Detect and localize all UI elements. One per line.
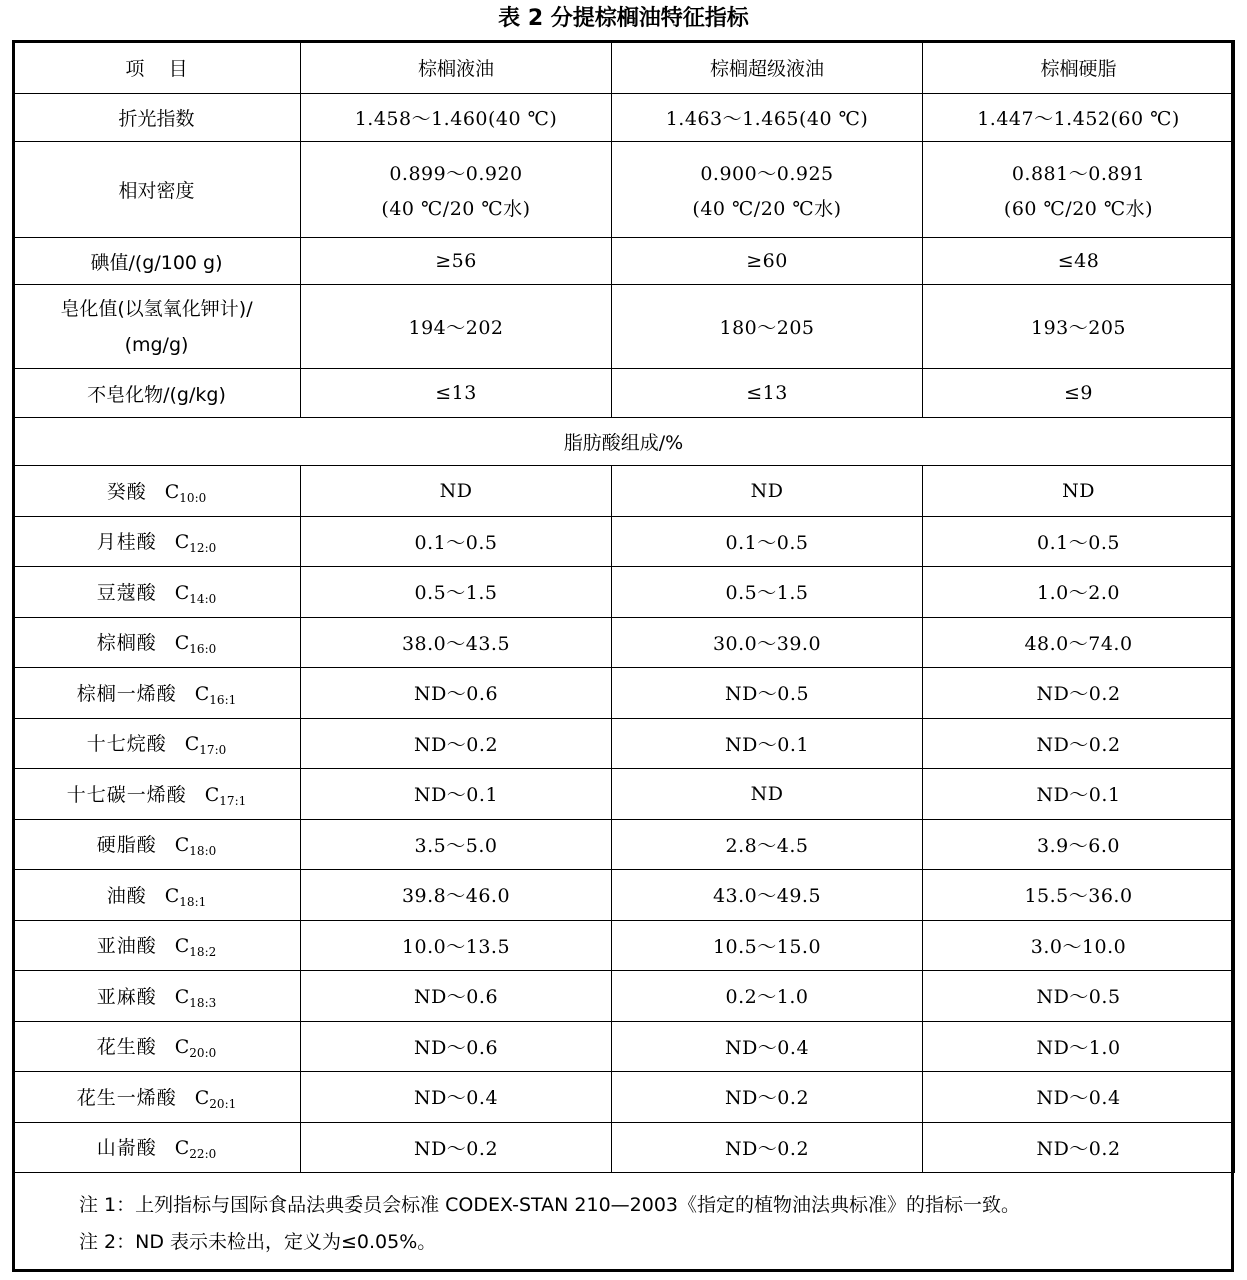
cell-value: ND～0.1 [612, 718, 923, 769]
fatty-acid-formula [174, 531, 217, 556]
table-row [13, 238, 1235, 285]
label-line-2: (mg/g) [124, 333, 189, 356]
fatty-acid-label [13, 466, 301, 517]
table-row [13, 1021, 1235, 1072]
cell-value: 1.0～2.0 [923, 567, 1235, 618]
cell-value: ND～0.5 [923, 971, 1235, 1022]
fatty-acid-name: 豆蔻酸 [96, 581, 157, 604]
formula-subscript: 18:0 [189, 844, 217, 859]
table-row [13, 369, 1235, 418]
note-2: 注 2：ND 表示未检出，定义为≤0.05%。 [79, 1231, 437, 1253]
cell-value: 3.5～5.0 [301, 819, 612, 870]
table-row [13, 142, 1235, 238]
formula-subscript: 17:0 [199, 743, 227, 758]
formula-letter: C [174, 581, 190, 604]
fatty-acid-name: 十七碳一烯酸 [66, 783, 187, 806]
header-palm-superolein: 棕榈超级液油 [612, 41, 923, 94]
cell-value: 194～202 [301, 285, 612, 369]
formula-letter: C [174, 632, 190, 655]
fatty-acid-name: 花生一烯酸 [76, 1086, 177, 1109]
fatty-acid-name: 亚麻酸 [96, 985, 157, 1008]
cell-value: ND～1.0 [923, 1021, 1235, 1072]
cell-value [301, 142, 612, 238]
formula-letter: C [164, 884, 180, 907]
fatty-acid-name: 癸酸 [106, 480, 147, 503]
cell-value [612, 142, 923, 238]
table-row [13, 819, 1235, 870]
formula-letter: C [174, 1036, 190, 1059]
fatty-acid-name: 硬脂酸 [96, 834, 157, 857]
cell-value: ND [612, 769, 923, 820]
table-row [13, 617, 1235, 668]
table-row [13, 668, 1235, 719]
cell-value: 48.0～74.0 [923, 617, 1235, 668]
fatty-acid-name: 花生酸 [96, 1036, 157, 1059]
cell-value: ≥60 [612, 238, 923, 285]
value-line-2: (60 ℃/20 ℃水) [1003, 197, 1154, 220]
header-item: 项 目 [13, 41, 301, 94]
cell-value: 1.463～1.465(40 ℃) [612, 94, 923, 142]
fatty-acid-label [13, 617, 301, 668]
table-row [13, 718, 1235, 769]
table-row [13, 1072, 1235, 1123]
value-line-1: 0.881～0.891 [1011, 162, 1146, 185]
fatty-acid-formula [175, 986, 217, 1008]
label-line-1: 皂化值(以氢氧化钾计)/ [60, 297, 253, 320]
formula-subscript: 12:0 [189, 541, 217, 556]
formula-letter: C [174, 531, 190, 554]
cell-value: 1.458～1.460(40 ℃) [301, 94, 612, 142]
table-row [13, 466, 1235, 517]
section-row [13, 418, 1235, 466]
value-line-1: 0.899～0.920 [389, 162, 523, 185]
fatty-acid-label [13, 567, 301, 618]
formula-letter: C [174, 834, 190, 857]
fatty-acid-name: 月桂酸 [96, 531, 157, 554]
fatty-acid-label [13, 516, 301, 567]
cell-value: 193～205 [923, 285, 1235, 369]
fatty-acid-label [13, 870, 301, 921]
cell-value: 38.0～43.5 [301, 617, 612, 668]
formula-subscript: 10:0 [179, 490, 207, 505]
row-label: 相对密度 [13, 142, 301, 238]
fatty-acid-label [13, 668, 301, 719]
fatty-acid-formula [174, 632, 217, 657]
header-palm-olein: 棕榈液油 [301, 41, 612, 94]
fatty-acid-formula [174, 834, 217, 859]
cell-value: 39.8～46.0 [301, 870, 612, 921]
row-label: 碘值/(g/100 g) [13, 238, 301, 285]
formula-letter: C [174, 985, 190, 1008]
formula-subscript: 17:1 [219, 793, 247, 808]
cell-value: ND～0.1 [301, 769, 612, 820]
cell-value: ND～0.2 [923, 668, 1235, 719]
section-label: 脂肪酸组成/% [13, 418, 1235, 466]
formula-letter: C [164, 480, 180, 503]
cell-value: ≤13 [301, 369, 612, 418]
fatty-acid-label [13, 819, 301, 870]
value-line-2: (40 ℃/20 ℃水) [381, 197, 531, 220]
cell-value: ND～0.6 [301, 971, 612, 1022]
value-line-2: (40 ℃/20 ℃水) [692, 197, 842, 220]
cell-value: 180～205 [612, 285, 923, 369]
cell-value: ≤9 [923, 369, 1235, 418]
fatty-acid-formula [165, 481, 207, 503]
table-row [13, 971, 1235, 1022]
formula-subscript: 14:0 [189, 591, 217, 606]
cell-value: 0.5～1.5 [301, 567, 612, 618]
formula-subscript: 18:3 [189, 995, 217, 1010]
formula-subscript: 20:0 [189, 1046, 217, 1061]
cell-value: ND～0.2 [923, 1122, 1235, 1173]
cell-value: ND～0.4 [923, 1072, 1235, 1123]
cell-value: ND～0.5 [612, 668, 923, 719]
cell-value: ND～0.2 [301, 1122, 612, 1173]
formula-letter: C [204, 783, 220, 806]
fatty-acid-name: 棕榈酸 [96, 632, 157, 655]
formula-letter: C [194, 682, 210, 705]
table-row [13, 94, 1235, 142]
fatty-acid-formula [174, 1137, 217, 1162]
cell-value: 0.1～0.5 [923, 516, 1235, 567]
fatty-acid-name: 油酸 [106, 884, 147, 907]
fatty-acid-formula [195, 1087, 237, 1109]
header-row [13, 41, 1235, 94]
fatty-acid-label [13, 1072, 301, 1123]
fatty-acid-formula [195, 683, 237, 705]
fatty-acid-formula [174, 1036, 217, 1061]
cell-value: 10.0～13.5 [301, 920, 612, 971]
fatty-acid-name: 棕榈一烯酸 [76, 682, 177, 705]
formula-subscript: 16:0 [189, 642, 217, 657]
formula-subscript: 18:2 [189, 945, 217, 960]
table-row [13, 920, 1235, 971]
fatty-acid-label [13, 769, 301, 820]
cell-value: 0.1～0.5 [612, 516, 923, 567]
header-palm-stearin: 棕榈硬脂 [923, 41, 1235, 94]
cell-value: ND～0.4 [301, 1072, 612, 1123]
value-line-1: 0.900～0.925 [700, 162, 834, 185]
formula-letter: C [184, 733, 200, 756]
fatty-acid-label [13, 1122, 301, 1173]
cell-value: 43.0～49.5 [612, 870, 923, 921]
cell-value: 1.447～1.452(60 ℃) [923, 94, 1235, 142]
cell-value: ND～0.2 [612, 1122, 923, 1173]
formula-letter: C [174, 1137, 190, 1160]
cell-value [923, 142, 1235, 238]
cell-value: ND～0.1 [923, 769, 1235, 820]
cell-value: 2.8～4.5 [612, 819, 923, 870]
cell-value: ND [923, 466, 1235, 517]
fatty-acid-formula [174, 935, 217, 960]
cell-value: ≤48 [923, 238, 1235, 285]
cell-value: 0.1～0.5 [301, 516, 612, 567]
formula-letter: C [174, 935, 190, 958]
formula-subscript: 18:1 [179, 894, 207, 909]
table-notes [15, 1175, 1231, 1269]
formula-subscript: 22:0 [189, 1147, 217, 1162]
fatty-acid-name: 十七烷酸 [86, 733, 167, 756]
row-label: 不皂化物/(g/kg) [13, 369, 301, 418]
table-row [13, 567, 1235, 618]
cell-value: ND～0.2 [923, 718, 1235, 769]
cell-value: ≤13 [612, 369, 923, 418]
cell-value: ND～0.6 [301, 1021, 612, 1072]
row-label [13, 285, 301, 369]
fatty-acid-label [13, 1021, 301, 1072]
cell-value: 0.2～1.0 [612, 971, 923, 1022]
fatty-acid-label [13, 920, 301, 971]
formula-subscript: 16:1 [209, 692, 237, 707]
table-row [13, 1122, 1235, 1173]
fatty-acid-label [13, 718, 301, 769]
cell-value: ≥56 [301, 238, 612, 285]
cell-value: 15.5～36.0 [923, 870, 1235, 921]
fatty-acid-label [13, 971, 301, 1022]
fatty-acid-formula [175, 582, 217, 604]
fatty-acid-formula [205, 784, 247, 806]
table-row [13, 870, 1235, 921]
cell-value: 10.5～15.0 [612, 920, 923, 971]
characteristics-table [12, 40, 1235, 1173]
formula-subscript: 20:1 [209, 1096, 237, 1111]
cell-value: 3.0～10.0 [923, 920, 1235, 971]
fatty-acid-formula [165, 885, 207, 907]
cell-value: ND [612, 466, 923, 517]
cell-value: 3.9～6.0 [923, 819, 1235, 870]
cell-value: ND～0.2 [301, 718, 612, 769]
fatty-acid-name: 山嵛酸 [96, 1137, 157, 1160]
cell-value: ND～0.4 [612, 1021, 923, 1072]
formula-letter: C [194, 1086, 210, 1109]
fatty-acid-formula [184, 733, 227, 758]
fatty-acid-name: 亚油酸 [96, 935, 157, 958]
table-row [13, 769, 1235, 820]
cell-value: 30.0～39.0 [612, 617, 923, 668]
table-title: 表 2 分提棕榈油特征指标 [498, 6, 749, 31]
cell-value: ND [301, 466, 612, 517]
cell-value: ND～0.6 [301, 668, 612, 719]
cell-value: 0.5～1.5 [612, 567, 923, 618]
note-1: 注 1：上列指标与国际食品法典委员会标准 CODEX-STAN 210—2003《指定的植物油法典标准》的指标一致。 [79, 1194, 1021, 1216]
cell-value: ND～0.2 [612, 1072, 923, 1123]
table-row [13, 516, 1235, 567]
row-label: 折光指数 [13, 94, 301, 142]
table-row [13, 285, 1235, 369]
